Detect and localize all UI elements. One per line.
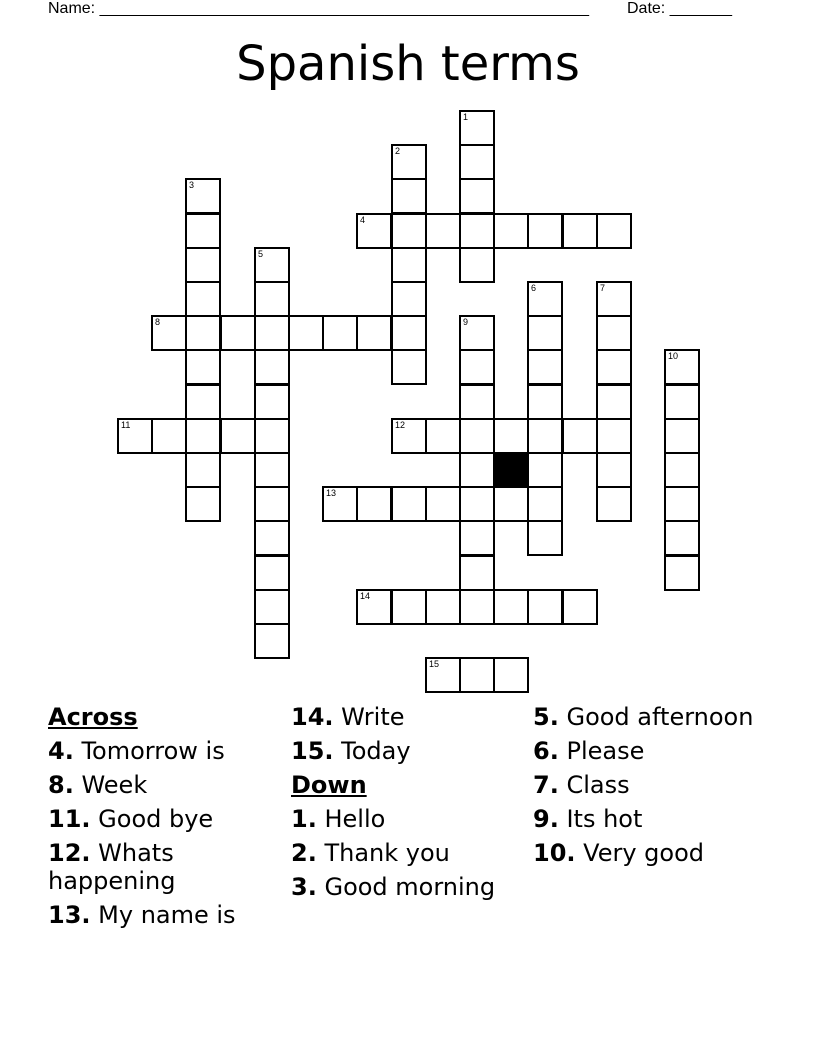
grid-cell[interactable] — [459, 144, 495, 180]
name-field-label: Name: _______________________________________________________ — [48, 0, 589, 17]
grid-cell[interactable] — [322, 486, 358, 522]
grid-cell[interactable] — [493, 418, 529, 454]
grid-cell[interactable] — [459, 589, 495, 625]
grid-cell[interactable] — [185, 486, 221, 522]
grid-cell[interactable] — [459, 315, 495, 351]
down-heading: Down — [291, 771, 367, 799]
clue-number: 10. — [533, 839, 576, 867]
grid-cell[interactable] — [391, 589, 427, 625]
grid-cell[interactable] — [391, 247, 427, 283]
clue-number: 1. — [291, 805, 317, 833]
grid-cell[interactable] — [185, 281, 221, 317]
grid-cell[interactable] — [527, 520, 563, 556]
grid-cell[interactable] — [459, 520, 495, 556]
grid-cell[interactable] — [185, 349, 221, 385]
grid-cell[interactable] — [254, 315, 290, 351]
grid-cell[interactable] — [254, 452, 290, 488]
clue-number: 2. — [291, 839, 317, 867]
grid-cell[interactable] — [596, 486, 632, 522]
clue-text: Please — [566, 737, 645, 765]
grid-cell[interactable] — [185, 315, 221, 351]
grid-cell[interactable] — [391, 418, 427, 454]
cell-number: 10 — [668, 351, 679, 361]
grid-cell[interactable] — [425, 213, 461, 249]
clue-number: 6. — [533, 737, 559, 765]
grid-cell[interactable] — [288, 315, 324, 351]
clue-across-8 — [48, 771, 278, 799]
grid-cell[interactable] — [254, 486, 290, 522]
grid-cell[interactable] — [117, 418, 153, 454]
grid-cell[interactable] — [391, 144, 427, 180]
grid-cell[interactable] — [664, 452, 700, 488]
clue-down-9 — [533, 805, 763, 833]
clue-text: Thank you — [324, 839, 450, 867]
clue-text: Write — [341, 703, 405, 731]
grid-cell[interactable] — [391, 281, 427, 317]
grid-cell[interactable] — [527, 349, 563, 385]
grid-cell[interactable] — [459, 213, 495, 249]
clue-text: My name is — [98, 901, 236, 929]
grid-cell[interactable] — [527, 281, 563, 317]
across-heading: Across — [48, 703, 138, 731]
clue-down-2 — [291, 839, 521, 867]
clue-column-1 — [48, 703, 278, 935]
clue-number: 9. — [533, 805, 559, 833]
date-field-label: Date: _______ — [627, 0, 732, 17]
grid-cell[interactable] — [254, 520, 290, 556]
cell-number: 9 — [463, 317, 469, 327]
grid-cell[interactable] — [151, 315, 187, 351]
grid-cell[interactable] — [185, 178, 221, 214]
clue-text: Class — [566, 771, 630, 799]
clue-number: 3. — [291, 873, 317, 901]
clue-down-3 — [291, 873, 521, 901]
clue-number: 15. — [291, 737, 334, 765]
cell-number: 12 — [395, 420, 406, 430]
grid-cell[interactable] — [425, 418, 461, 454]
grid-cell[interactable] — [425, 589, 461, 625]
grid-cell[interactable] — [459, 418, 495, 454]
grid-cell[interactable] — [356, 315, 392, 351]
grid-cell[interactable] — [254, 555, 290, 591]
clue-across-13 — [48, 901, 278, 929]
grid-cell[interactable] — [596, 452, 632, 488]
grid-cell[interactable] — [391, 178, 427, 214]
grid-cell[interactable] — [562, 418, 598, 454]
grid-cell[interactable] — [254, 384, 290, 420]
clue-number: 12. — [48, 839, 91, 867]
cell-number: 13 — [326, 488, 337, 498]
grid-cell[interactable] — [459, 384, 495, 420]
clue-text: Good morning — [324, 873, 496, 901]
grid-cell[interactable] — [527, 315, 563, 351]
grid-cell[interactable] — [664, 555, 700, 591]
clue-down-5 — [533, 703, 763, 731]
clue-down-1 — [291, 805, 521, 833]
grid-cell[interactable] — [322, 315, 358, 351]
grid-cell[interactable] — [356, 589, 392, 625]
grid-cell[interactable] — [391, 213, 427, 249]
clue-number: 11. — [48, 805, 91, 833]
grid-cell[interactable] — [459, 555, 495, 591]
grid-cell[interactable] — [664, 384, 700, 420]
grid-cell[interactable] — [493, 213, 529, 249]
grid-cell[interactable] — [596, 384, 632, 420]
grid-cell[interactable] — [459, 349, 495, 385]
grid-cell[interactable] — [664, 486, 700, 522]
clue-across-12 — [48, 839, 278, 895]
grid-cell[interactable] — [596, 315, 632, 351]
clue-down-10 — [533, 839, 763, 867]
grid-cell[interactable] — [664, 418, 700, 454]
clue-text: Week — [81, 771, 148, 799]
clue-number: 14. — [291, 703, 334, 731]
clue-number: 7. — [533, 771, 559, 799]
cell-number: 8 — [155, 317, 161, 327]
grid-cell[interactable] — [527, 589, 563, 625]
grid-cell[interactable] — [527, 486, 563, 522]
grid-cell[interactable] — [527, 452, 563, 488]
grid-cell[interactable] — [425, 486, 461, 522]
grid-cell[interactable] — [562, 213, 598, 249]
clue-column-2 — [291, 703, 521, 907]
black-cell — [493, 452, 529, 488]
clue-number: 13. — [48, 901, 91, 929]
clue-across-11 — [48, 805, 278, 833]
cell-number: 3 — [189, 180, 195, 190]
clue-across-4 — [48, 737, 278, 765]
grid-cell[interactable] — [185, 418, 221, 454]
clue-across-14 — [291, 703, 521, 731]
cell-number: 6 — [531, 283, 537, 293]
grid-cell[interactable] — [185, 247, 221, 283]
grid-cell[interactable] — [254, 247, 290, 283]
grid-cell[interactable] — [596, 349, 632, 385]
grid-cell[interactable] — [185, 384, 221, 420]
grid-cell[interactable] — [664, 349, 700, 385]
clue-text: Whats happening — [48, 839, 176, 895]
clue-down-7 — [533, 771, 763, 799]
page-title: Spanish terms — [236, 36, 580, 92]
grid-cell[interactable] — [425, 657, 461, 693]
grid-cell[interactable] — [151, 418, 187, 454]
grid-cell[interactable] — [185, 452, 221, 488]
grid-cell[interactable] — [596, 281, 632, 317]
cell-number: 2 — [395, 146, 401, 156]
grid-cell[interactable] — [527, 213, 563, 249]
grid-cell[interactable] — [459, 178, 495, 214]
grid-cell[interactable] — [254, 623, 290, 659]
grid-cell[interactable] — [391, 486, 427, 522]
grid-cell[interactable] — [220, 315, 256, 351]
grid-cell[interactable] — [493, 486, 529, 522]
grid-cell[interactable] — [527, 384, 563, 420]
grid-cell[interactable] — [185, 213, 221, 249]
clue-number: 5. — [533, 703, 559, 731]
clue-text: Its hot — [566, 805, 643, 833]
clue-down-6 — [533, 737, 763, 765]
clue-number: 4. — [48, 737, 74, 765]
grid-cell[interactable] — [493, 589, 529, 625]
grid-cell[interactable] — [391, 349, 427, 385]
grid-cell[interactable] — [459, 247, 495, 283]
grid-cell[interactable] — [562, 589, 598, 625]
grid-cell[interactable] — [493, 657, 529, 693]
grid-cell[interactable] — [459, 110, 495, 146]
grid-cell[interactable] — [664, 520, 700, 556]
clue-text: Tomorrow is — [81, 737, 225, 765]
grid-cell[interactable] — [356, 213, 392, 249]
grid-cell[interactable] — [356, 486, 392, 522]
grid-cell[interactable] — [596, 213, 632, 249]
clue-text: Very good — [583, 839, 705, 867]
clue-column-3 — [533, 703, 763, 873]
clue-number: 8. — [48, 771, 74, 799]
grid-cell[interactable] — [391, 315, 427, 351]
grid-cell[interactable] — [254, 349, 290, 385]
clue-text: Good bye — [98, 805, 214, 833]
cell-number: 14 — [360, 591, 371, 601]
grid-cell[interactable] — [459, 657, 495, 693]
grid-cell[interactable] — [254, 589, 290, 625]
clue-text: Hello — [324, 805, 386, 833]
grid-cell[interactable] — [254, 418, 290, 454]
cell-number: 5 — [258, 249, 264, 259]
grid-cell[interactable] — [459, 452, 495, 488]
cell-number: 11 — [121, 420, 131, 430]
grid-cell[interactable] — [459, 486, 495, 522]
grid-cell[interactable] — [254, 281, 290, 317]
clue-text: Good afternoon — [566, 703, 754, 731]
cell-number: 4 — [360, 215, 366, 225]
grid-cell[interactable] — [527, 418, 563, 454]
clue-across-15 — [291, 737, 521, 765]
cell-number: 15 — [429, 659, 440, 669]
cell-number: 1 — [463, 112, 469, 122]
grid-cell[interactable] — [596, 418, 632, 454]
grid-cell[interactable] — [220, 418, 256, 454]
clue-text: Today — [341, 737, 411, 765]
cell-number: 7 — [600, 283, 606, 293]
